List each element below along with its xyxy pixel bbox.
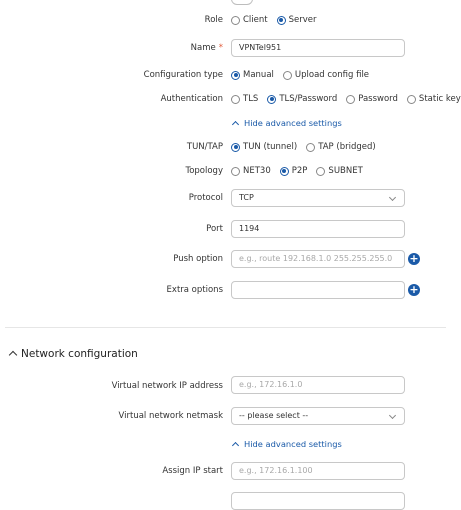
authentication-radio-group <box>231 94 461 104</box>
role-server-radio[interactable]: Server <box>277 15 317 25</box>
add-push-option-icon[interactable]: + <box>409 252 419 265</box>
protocol-select[interactable]: TCP <box>231 189 405 207</box>
auth-password-radio[interactable]: Password <box>346 94 398 104</box>
radio-icon <box>346 95 355 104</box>
radio-icon <box>316 167 325 176</box>
virtual-netmask-select[interactable]: -- please select -- <box>231 407 405 425</box>
virtual-netmask-label: Virtual network netmask <box>118 411 223 421</box>
name-input[interactable]: VPNTel951 <box>231 39 405 57</box>
extra-options-label: Extra options <box>166 285 223 295</box>
topology-p2p-radio[interactable]: P2P <box>280 166 308 176</box>
tun-tap-radio-group <box>231 142 385 152</box>
virtual-ip-label: Virtual network IP address <box>111 381 223 391</box>
topology-subnet-radio[interactable]: SUBNET <box>316 166 362 176</box>
config-upload-radio[interactable]: Upload config file <box>283 70 369 80</box>
hide-advanced-settings-link[interactable]: Hide advanced settings <box>233 439 342 449</box>
authentication-label: Authentication <box>160 94 223 104</box>
chevron-up-icon <box>232 442 239 449</box>
topology-net30-radio[interactable]: NET30 <box>231 166 271 176</box>
toggle-switch-partial[interactable] <box>231 0 253 5</box>
radio-icon <box>231 16 240 25</box>
hide-advanced-settings-link[interactable]: Hide advanced settings <box>233 118 342 128</box>
required-mark: * <box>218 43 223 53</box>
radio-icon <box>231 95 240 104</box>
name-label: Name * <box>190 43 223 53</box>
chevron-up-icon <box>232 121 239 128</box>
config-type-radio-group <box>231 70 378 80</box>
tap-radio[interactable]: TAP (bridged) <box>306 142 375 152</box>
virtual-ip-input[interactable]: e.g., 172.16.1.0 <box>231 376 405 394</box>
radio-icon <box>231 167 240 176</box>
radio-checked-icon <box>267 95 276 104</box>
config-manual-radio[interactable]: Manual <box>231 70 274 80</box>
port-label: Port <box>206 224 223 234</box>
radio-checked-icon <box>277 16 286 25</box>
add-extra-option-icon[interactable]: + <box>409 283 419 296</box>
role-label: Role <box>204 15 223 25</box>
assign-ip-start-label: Assign IP start <box>162 466 223 476</box>
extra-options-input[interactable] <box>231 281 405 299</box>
network-config-title: Network configuration <box>21 348 138 360</box>
tun-radio[interactable]: TUN (tunnel) <box>231 142 297 152</box>
chevron-up-icon <box>9 351 17 359</box>
tun-tap-label: TUN/TAP <box>186 142 223 152</box>
role-client-radio[interactable]: Client <box>231 15 268 25</box>
topology-label: Topology <box>185 166 223 176</box>
radio-icon <box>407 95 416 104</box>
protocol-label: Protocol <box>188 193 223 203</box>
role-radio-group <box>231 15 325 25</box>
auth-static-key-radio[interactable]: Static key <box>407 94 461 104</box>
next-input-partial[interactable] <box>231 492 405 510</box>
radio-checked-icon <box>231 143 240 152</box>
config-type-label: Configuration type <box>143 70 223 80</box>
auth-tls-radio[interactable]: TLS <box>231 94 258 104</box>
push-option-label: Push option <box>173 254 223 264</box>
push-option-input[interactable]: e.g., route 192.168.1.0 255.255.255.0 <box>231 250 405 268</box>
radio-icon <box>283 71 292 80</box>
radio-icon <box>306 143 315 152</box>
auth-tls-password-radio[interactable]: TLS/Password <box>267 94 337 104</box>
port-input[interactable]: 1194 <box>231 220 405 238</box>
radio-checked-icon <box>231 71 240 80</box>
topology-radio-group <box>231 166 372 176</box>
radio-checked-icon <box>280 167 289 176</box>
section-divider <box>5 327 446 328</box>
assign-ip-start-input[interactable]: e.g., 172.16.1.100 <box>231 462 405 480</box>
